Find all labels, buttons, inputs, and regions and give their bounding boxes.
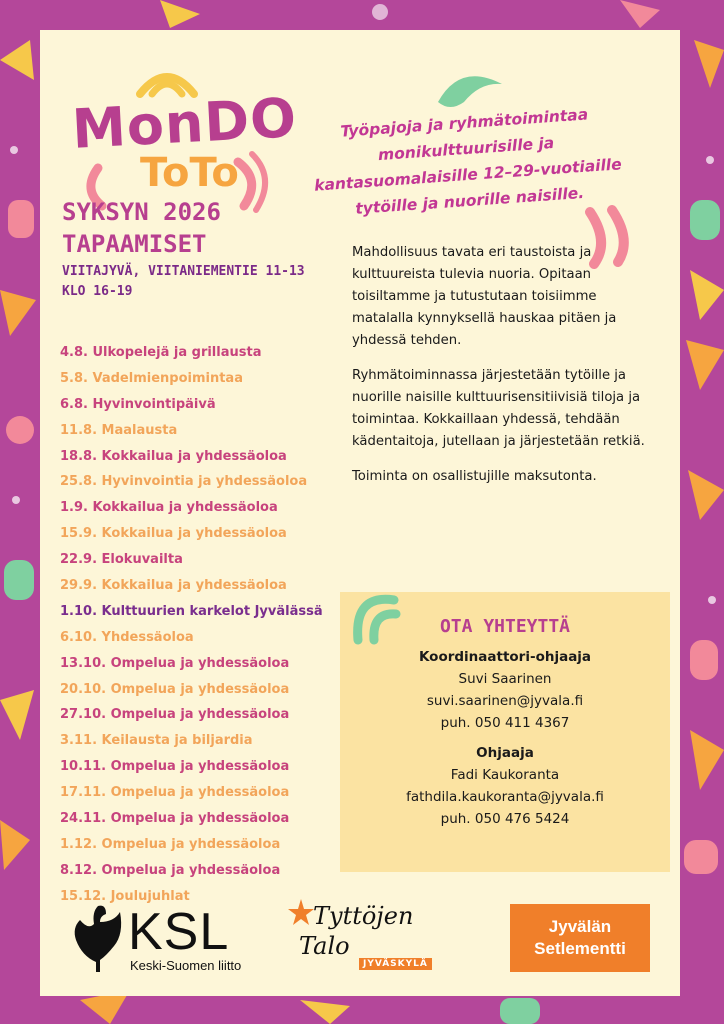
schedule-item: 8.12. Ompelua ja yhdessäoloa — [60, 862, 281, 878]
jyvaskyla-badge: JYVÄSKYLÄ — [359, 958, 432, 970]
contact-instructor — [340, 742, 670, 830]
schedule-item: 20.10. Ompelua ja yhdessäoloa — [60, 681, 290, 697]
tyttojen-text: Tyttöjen — [313, 902, 414, 930]
instructor-email-link[interactable]: fathdila.kaukoranta@jyvala.fi — [406, 789, 604, 805]
schedule-item: 6.10. Yhdessäoloa — [60, 629, 194, 645]
content-panel — [40, 30, 680, 996]
description-paragraph-3: Toiminta on osallistujille maksutonta. — [352, 469, 597, 484]
schedule-item: 3.11. Keilausta ja biljardia — [60, 733, 253, 749]
schedule-item: 1.12. Ompelua ja yhdessäoloa — [60, 836, 281, 852]
contact-title: OTA YHTEYTTÄ — [439, 616, 571, 637]
schedule-item: 17.11. Ompelua ja yhdessäoloa — [60, 785, 290, 801]
description-paragraph-1: Mahdollisuus tavata eri taustoista ja kulttuureista tulevia nuoria. Opitaan toisiltamme ja tutustutaan toisiimme matalalla kynnyksellä hauskaa pitäen ja yhdessä tehden. — [352, 245, 617, 348]
location-address: VIITAJYVÄ, VIITANIEMENTIE 11-13 — [62, 264, 305, 279]
coordinator-email-link[interactable]: suvi.saarinen@jyvala.fi — [426, 693, 584, 709]
schedule-item: 15.12. Joulujuhlat — [60, 888, 190, 904]
capercaillie-bird-icon — [70, 900, 126, 976]
mondo-toto-logo — [62, 50, 299, 220]
tagline: Työpajoja ja ryhmätoimintaa monikulttuurisille ja kantasuomalaisille 12–29-vuotiaille tytöille ja nuorille naisille. — [313, 105, 623, 218]
talo-text: Talo — [299, 932, 350, 960]
schedule-item: 5.8. Vadelmienpoimintaa — [60, 370, 243, 386]
setlementti-text: Setlementti — [534, 939, 626, 958]
instructor-role: Ohjaaja — [476, 745, 534, 761]
schedule-item: 10.11. Ompelua ja yhdessäoloa — [60, 759, 290, 775]
meeting-time: KLO 16-19 — [62, 284, 133, 299]
logo-mondo-text: MonDO — [70, 86, 299, 161]
schedule-item: 18.8. Kokkailua ja yhdessäoloa — [60, 448, 287, 464]
description-paragraph-2: Ryhmätoiminnassa järjestetään tytöille ja nuorille naisille kulttuurisensitiivisiä tiloja ja toimintaa. Kokkaillaan yhdessä, tehdään kädentaitoja, jutellaan ja järjestetään retkiä. — [352, 368, 645, 449]
description — [352, 242, 662, 501]
ksl-subtitle: Keski-Suomen liitto — [130, 958, 242, 973]
schedule-item: 1.10. Kulttuurien karkelot Jyvälässä — [60, 603, 323, 619]
schedule-item: 24.11. Ompelua ja yhdessäoloa — [60, 811, 290, 827]
location-time — [62, 262, 362, 302]
schedule-item: 13.10. Ompelua ja yhdessäoloa — [60, 655, 290, 671]
schedule-item: 6.8. Hyvinvointipäivä — [60, 396, 216, 412]
instructor-name: Fadi Kaukoranta — [450, 767, 560, 783]
schedule-list — [60, 340, 360, 910]
schedule-item: 4.8. Ulkopelejä ja grillausta — [60, 345, 262, 360]
jyvalan-text: Jyvälän — [548, 917, 612, 936]
instructor-phone: puh. 050 476 5424 — [440, 811, 570, 827]
contact-coordinator — [340, 646, 670, 734]
star-icon — [287, 898, 315, 926]
schedule-item: 1.9. Kokkailua ja yhdessäoloa — [60, 500, 278, 516]
ksl-name: KSL — [128, 903, 230, 961]
logo-toto-text: ToTo — [140, 150, 239, 196]
tyttojen-talo-logo — [285, 898, 455, 988]
season-line-2: TAPAAMISET — [62, 230, 207, 258]
schedule-item: 15.9. Kokkailua ja yhdessäoloa — [60, 526, 287, 542]
season-line-1: SYKSYN 2026 — [62, 198, 221, 226]
jyvalan-setlementti-logo — [510, 904, 650, 972]
ksl-logo — [70, 900, 270, 980]
coordinator-role: Koordinaattori-ohjaaja — [418, 649, 592, 665]
coordinator-name: Suvi Saarinen — [458, 671, 552, 687]
schedule-item: 27.10. Ompelua ja yhdessäoloa — [60, 707, 290, 723]
schedule-item: 25.8. Hyvinvointia ja yhdessäoloa — [60, 474, 308, 490]
schedule-item: 22.9. Elokuvailta — [60, 552, 183, 568]
contact-box — [340, 592, 670, 872]
schedule-item: 11.8. Maalausta — [60, 422, 178, 438]
season-heading — [62, 196, 322, 260]
coordinator-phone: puh. 050 411 4367 — [440, 715, 570, 731]
schedule-item: 29.9. Kokkailua ja yhdessäoloa — [60, 578, 287, 594]
